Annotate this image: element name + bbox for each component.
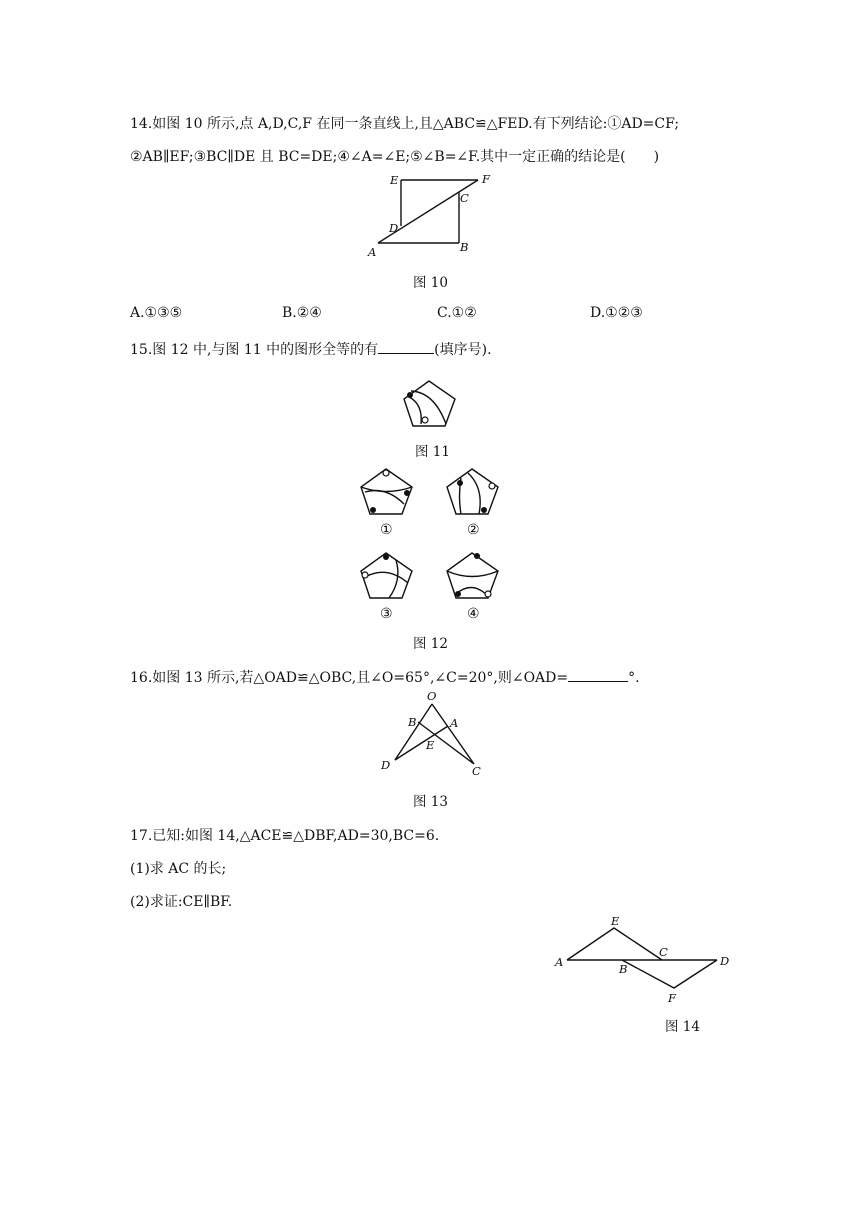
fig13-label-d: D bbox=[381, 758, 391, 772]
q14-option-a: A.①③⑤ bbox=[130, 305, 183, 321]
fig10-caption: 图 10 bbox=[413, 275, 448, 291]
q16-text-after: °. bbox=[628, 670, 640, 686]
figure-13 bbox=[378, 690, 488, 780]
q15-text-before: 15.图 12 中,与图 11 中的图形全等的有 bbox=[130, 342, 379, 358]
q15-answer-blank[interactable] bbox=[378, 341, 434, 354]
figure-12-choice-4 bbox=[444, 550, 502, 602]
q17-part-2: (2)求证:CE∥BF. bbox=[130, 894, 233, 910]
q14-line-1: 14.如图 10 所示,点 A,D,C,F 在同一条直线上,且△ABC≌△FED.有下列结论:①AD=CF; bbox=[130, 116, 680, 132]
fig13-label-b: B bbox=[408, 715, 417, 729]
fig10-label-e: E bbox=[390, 173, 399, 187]
q14-line-2: ②AB∥EF;③BC∥DE 且 BC=DE;④∠A=∠E;⑤∠B=∠F.其中一定正确的结论是( ) bbox=[130, 149, 660, 165]
fig14-caption: 图 14 bbox=[665, 1019, 700, 1035]
figure-12-choice-2 bbox=[444, 466, 502, 518]
fig13-label-o: O bbox=[427, 689, 437, 703]
figure-10 bbox=[360, 168, 510, 263]
fig14-label-d: D bbox=[720, 954, 730, 968]
fig14-label-f: F bbox=[668, 991, 676, 1005]
fig14-label-c: C bbox=[659, 945, 668, 959]
figure-14 bbox=[552, 912, 742, 1007]
fig12-label-3: ③ bbox=[380, 606, 393, 622]
figure-12-choice-3 bbox=[358, 550, 416, 602]
fig12-label-1: ① bbox=[380, 522, 393, 538]
fig14-label-b: B bbox=[619, 962, 628, 976]
fig10-label-a: A bbox=[368, 245, 377, 259]
q14-option-d: D.①②③ bbox=[590, 305, 643, 321]
fig10-label-f: F bbox=[482, 172, 490, 186]
figure-11 bbox=[401, 378, 459, 430]
fig13-label-a: A bbox=[450, 716, 459, 730]
fig10-label-c: C bbox=[460, 191, 469, 205]
fig13-label-e: E bbox=[426, 738, 435, 752]
fig11-caption: 图 11 bbox=[415, 444, 450, 460]
q17-line-1: 17.已知:如图 14,△ACE≌△DBF,AD=30,BC=6. bbox=[130, 828, 440, 844]
fig10-label-b: B bbox=[460, 240, 469, 254]
q16-text-before: 16.如图 13 所示,若△OAD≌△OBC,且∠O=65°,∠C=20°,则∠OAD= bbox=[130, 670, 569, 686]
q16-line bbox=[130, 667, 640, 687]
q17-part-1: (1)求 AC 的长; bbox=[130, 861, 227, 877]
fig14-label-a: A bbox=[555, 955, 564, 969]
q14-option-c: C.①② bbox=[437, 305, 477, 321]
q15-text-after: (填序号). bbox=[434, 342, 492, 358]
q14-option-b: B.②④ bbox=[282, 305, 322, 321]
fig12-label-4: ④ bbox=[467, 606, 480, 622]
q15-line bbox=[130, 339, 492, 359]
fig12-label-2: ② bbox=[467, 522, 480, 538]
fig13-label-c: C bbox=[472, 764, 481, 778]
fig14-label-e: E bbox=[611, 914, 620, 928]
fig12-caption: 图 12 bbox=[413, 636, 448, 652]
q16-answer-blank[interactable] bbox=[568, 669, 628, 682]
figure-12-choice-1 bbox=[358, 466, 416, 518]
fig13-caption: 图 13 bbox=[413, 794, 448, 810]
fig10-label-d: D bbox=[389, 221, 399, 235]
